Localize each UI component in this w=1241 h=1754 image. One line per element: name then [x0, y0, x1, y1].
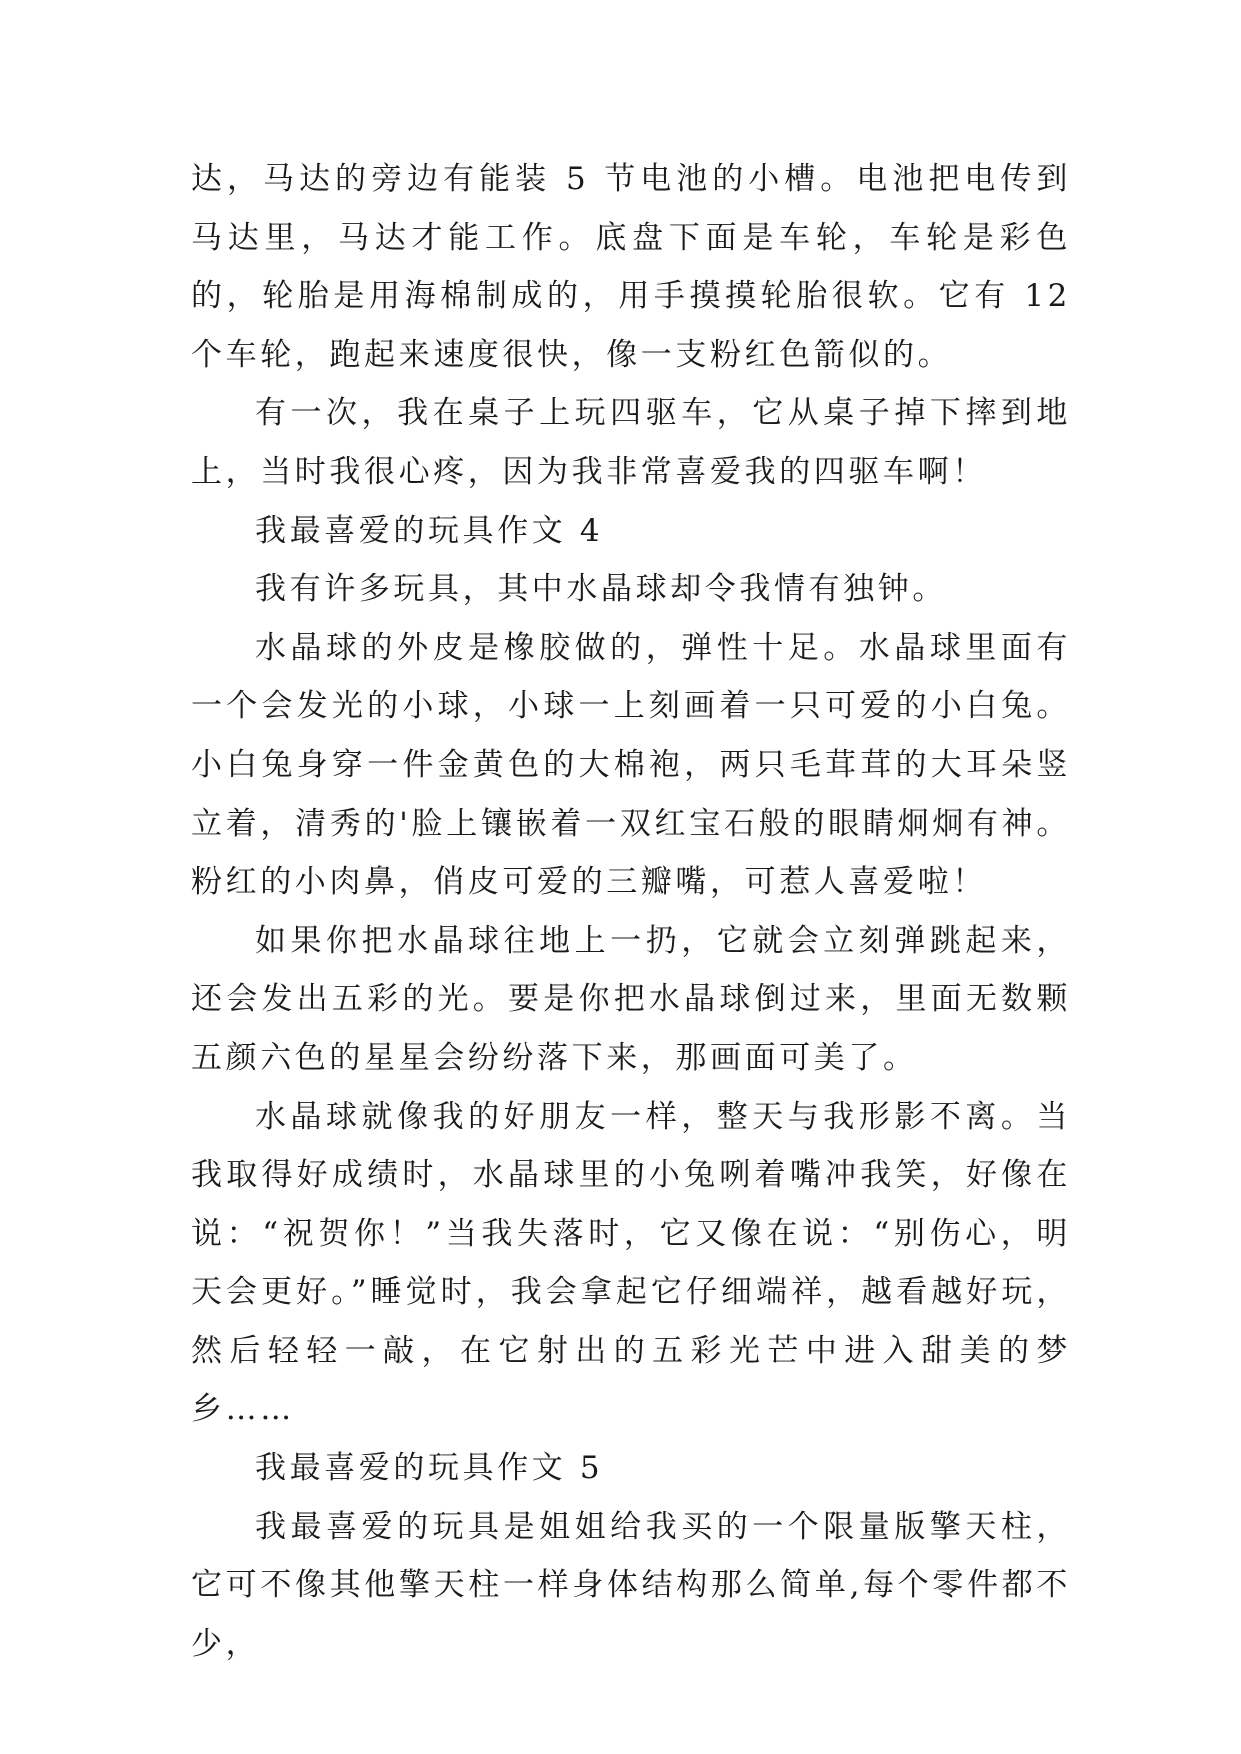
document-body [191, 150, 1071, 1673]
paragraph-crystal-ball-description: 水晶球的外皮是橡胶做的，弹性十足。水晶球里面有一个会发光的小球，小球一上刻画着一只可爱的小白兔。小白兔身穿一件金黄色的大棉袍，两只毛茸茸的大耳朵竖立着，清秀的'脸上镶嵌着一双红宝石般的眼睛炯炯有神。粉红的小肉鼻，俏皮可爱的三瓣嘴，可惹人喜爱啦！ [191, 629, 1071, 901]
paragraph-crystal-ball-friend: 水晶球就像我的好朋友一样，整天与我形影不离。当我取得好成绩时，水晶球里的小兔咧着嘴冲我笑，好像在说：“祝贺你！”当我失落时，它又像在说：“别伤心，明天会更好。”睡觉时，我会拿起它仔细端祥，越看越好玩，然后轻轻一敲，在它射出的五彩光芒中进入甜美的梦乡…… [191, 1098, 1071, 1428]
paragraph-optimus-prime: 我最喜爱的玩具是姐姐给我买的一个限量版擎天柱，它可不像其他擎天柱一样身体结构那么简单,每个零件都不少， [191, 1508, 1071, 1662]
paragraph-crystal-ball-intro: 我有许多玩具，其中水晶球却令我情有独钟。 [255, 571, 947, 608]
essay-heading-4: 我最喜爱的玩具作文 4 [255, 512, 604, 549]
paragraph-falling-car: 有一次，我在桌子上玩四驱车，它从桌子掉下摔到地上，当时我很心疼，因为我非常喜爱我的四驱车啊！ [191, 395, 1071, 490]
essay-heading-5: 我最喜爱的玩具作文 5 [255, 1450, 604, 1487]
paragraph-continued: 达，马达的旁边有能装 5 节电池的小槽。电池把电传到马达里，马达才能工作。底盘下面是车轮，车轮是彩色的，轮胎是用海棉制成的，用手摸摸轮胎很软。它有 12 个车轮，跑起来速度很快，像一支粉红色箭似的。 [191, 161, 1071, 373]
paragraph-crystal-ball-bounce: 如果你把水晶球往地上一扔，它就会立刻弹跳起来，还会发出五彩的光。要是你把水晶球倒过来，里面无数颗五颜六色的星星会纷纷落下来，那画面可美了。 [191, 922, 1071, 1076]
